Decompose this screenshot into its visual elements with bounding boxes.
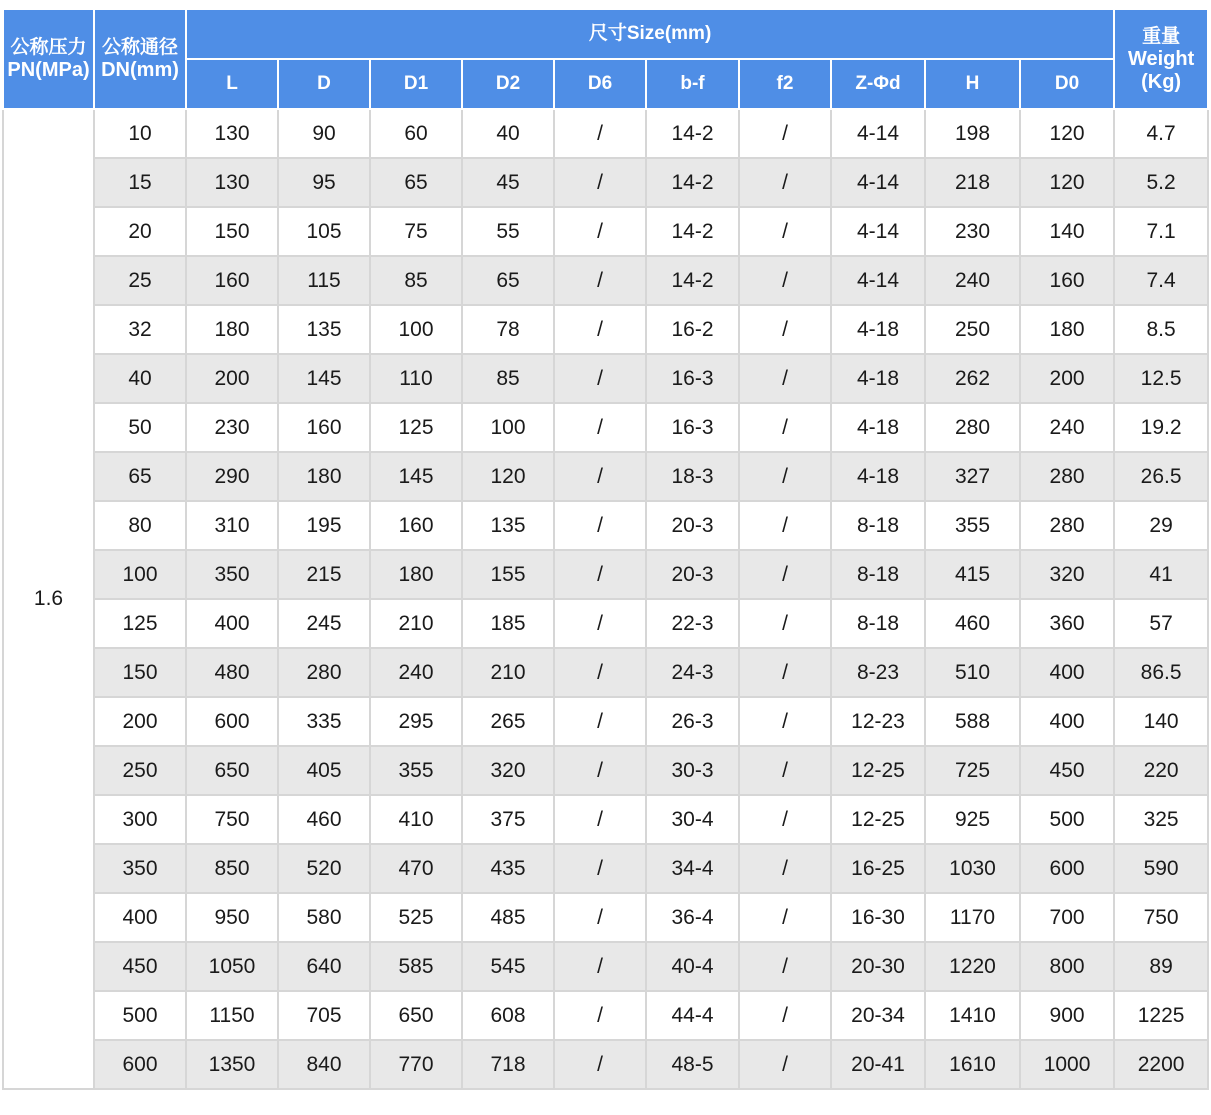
table-cell: / [554,795,646,844]
table-cell: 32 [94,305,186,354]
table-cell: / [739,844,831,893]
table-cell: 12-25 [831,795,925,844]
table-cell: 400 [186,599,278,648]
table-row [3,942,1208,991]
table-cell: 4-18 [831,305,925,354]
table-cell: 20-34 [831,991,925,1040]
table-row [3,501,1208,550]
table-cell: 120 [462,452,554,501]
table-cell: 335 [278,697,370,746]
table-cell: 160 [278,403,370,452]
header-weight [1114,9,1208,109]
table-cell: 185 [462,599,554,648]
table-cell: 600 [1020,844,1114,893]
table-cell: 160 [186,256,278,305]
table-cell: 100 [370,305,462,354]
table-cell: 89 [1114,942,1208,991]
spec-table [2,8,1209,1090]
table-cell: 198 [925,109,1020,158]
table-cell: 57 [1114,599,1208,648]
table-cell: 65 [370,158,462,207]
table-cell: 100 [462,403,554,452]
table-cell: 30-3 [646,746,739,795]
table-cell: 10 [94,109,186,158]
table-cell: 65 [462,256,554,305]
table-cell: 26.5 [1114,452,1208,501]
table-cell: 925 [925,795,1020,844]
table-row [3,893,1208,942]
table-cell: / [554,893,646,942]
header-col-l: L [186,59,278,109]
header-col-d0: D0 [1020,59,1114,109]
table-cell: 60 [370,109,462,158]
table-cell: 600 [94,1040,186,1089]
table-cell: 240 [370,648,462,697]
table-cell: 25 [94,256,186,305]
table-cell: 14-2 [646,256,739,305]
table-cell: 16-3 [646,354,739,403]
table-cell: / [554,452,646,501]
table-body [3,109,1208,1089]
header-col-d2: D2 [462,59,554,109]
table-cell: / [554,1040,646,1089]
table-cell: / [554,305,646,354]
table-cell: 750 [186,795,278,844]
table-cell: 4-14 [831,256,925,305]
table-cell: / [739,109,831,158]
table-cell: 608 [462,991,554,1040]
table-cell: / [554,109,646,158]
table-cell: / [739,354,831,403]
table-cell: / [739,550,831,599]
table-row [3,648,1208,697]
table-cell: 140 [1114,697,1208,746]
table-cell: 22-3 [646,599,739,648]
table-cell: 500 [1020,795,1114,844]
table-cell: 1000 [1020,1040,1114,1089]
header-pn [3,9,94,109]
table-cell: 600 [186,697,278,746]
table-cell: 410 [370,795,462,844]
table-cell: 4-14 [831,109,925,158]
header-pn-zh: 公称压力 [10,37,87,58]
table-cell: 1225 [1114,991,1208,1040]
table-cell: 18-3 [646,452,739,501]
table-cell: 200 [186,354,278,403]
table-cell: 30-4 [646,795,739,844]
table-cell: 405 [278,746,370,795]
table-cell: / [739,452,831,501]
table-cell: 640 [278,942,370,991]
table-cell: 1050 [186,942,278,991]
table-cell: 180 [370,550,462,599]
table-cell: 95 [278,158,370,207]
table-row [3,1040,1208,1089]
table-cell: / [554,550,646,599]
table-cell: / [739,942,831,991]
table-cell: 415 [925,550,1020,599]
table-cell: 16-2 [646,305,739,354]
table-cell: 220 [1114,746,1208,795]
table-cell: 15 [94,158,186,207]
table-cell: 280 [1020,452,1114,501]
table-cell: 510 [925,648,1020,697]
table-cell: 375 [462,795,554,844]
table-cell: 48-5 [646,1040,739,1089]
table-cell: 460 [925,599,1020,648]
table-cell: 180 [186,305,278,354]
table-cell: / [739,158,831,207]
table-cell: 4-14 [831,158,925,207]
table-cell: 588 [925,697,1020,746]
table-cell: 125 [370,403,462,452]
table-cell: 218 [925,158,1020,207]
table-cell: / [554,942,646,991]
table-cell: 80 [94,501,186,550]
table-cell: 360 [1020,599,1114,648]
table-cell: 20-3 [646,550,739,599]
table-cell: 20-41 [831,1040,925,1089]
table-cell: 900 [1020,991,1114,1040]
table-cell: 19.2 [1114,403,1208,452]
table-row [3,746,1208,795]
table-cell: 650 [370,991,462,1040]
table-cell: 770 [370,1040,462,1089]
table-cell: 40-4 [646,942,739,991]
table-cell: 250 [94,746,186,795]
table-cell: 44-4 [646,991,739,1040]
table-cell: 320 [462,746,554,795]
table-cell: / [739,599,831,648]
table-cell: 180 [278,452,370,501]
table-cell: 1030 [925,844,1020,893]
table-cell: 200 [94,697,186,746]
table-cell: 850 [186,844,278,893]
table-cell: / [554,991,646,1040]
header-col-d1: D1 [370,59,462,109]
table-cell: 1170 [925,893,1020,942]
header-weight-unit: (Kg) [1141,70,1182,93]
table-cell: 240 [1020,403,1114,452]
table-cell: 460 [278,795,370,844]
table-cell: 8-18 [831,599,925,648]
table-cell: 130 [186,109,278,158]
table-cell: / [739,501,831,550]
table-cell: 85 [462,354,554,403]
table-cell: 115 [278,256,370,305]
table-cell: 750 [1114,893,1208,942]
table-cell: / [739,893,831,942]
table-cell: 280 [278,648,370,697]
header-col-bf: b-f [646,59,739,109]
table-cell: 295 [370,697,462,746]
table-header [3,9,1208,109]
table-cell: / [554,256,646,305]
table-cell: 485 [462,893,554,942]
table-cell: 400 [1020,697,1114,746]
table-row [3,550,1208,599]
table-row [3,256,1208,305]
table-row [3,844,1208,893]
table-cell: 36-4 [646,893,739,942]
table-cell: 135 [462,501,554,550]
table-cell: 195 [278,501,370,550]
table-cell: / [554,501,646,550]
table-cell: 215 [278,550,370,599]
table-cell: 4.7 [1114,109,1208,158]
table-cell: 8-18 [831,550,925,599]
table-cell: 40 [462,109,554,158]
table-cell: 55 [462,207,554,256]
table-cell: 200 [1020,354,1114,403]
table-cell: / [739,207,831,256]
table-cell: 320 [1020,550,1114,599]
table-cell: 41 [1114,550,1208,599]
table-row [3,697,1208,746]
table-cell: 40 [94,354,186,403]
table-cell: 4-18 [831,452,925,501]
table-cell: 7.1 [1114,207,1208,256]
table-cell: 470 [370,844,462,893]
table-cell: 16-30 [831,893,925,942]
table-cell: 86.5 [1114,648,1208,697]
table-row [3,207,1208,256]
table-cell: 265 [462,697,554,746]
table-cell: 8.5 [1114,305,1208,354]
table-cell: 718 [462,1040,554,1089]
table-cell: 280 [1020,501,1114,550]
table-cell: / [554,648,646,697]
table-cell: 50 [94,403,186,452]
table-cell: 75 [370,207,462,256]
table-cell: / [554,599,646,648]
table-cell: 160 [370,501,462,550]
table-cell: 400 [1020,648,1114,697]
table-cell: 350 [94,844,186,893]
table-cell: 160 [1020,256,1114,305]
table-cell: 450 [1020,746,1114,795]
table-cell: 8-23 [831,648,925,697]
table-cell: 105 [278,207,370,256]
table-cell: 300 [94,795,186,844]
table-cell: 400 [94,893,186,942]
table-cell: 250 [925,305,1020,354]
table-cell: 1220 [925,942,1020,991]
table-cell: 4-14 [831,207,925,256]
table-cell: 150 [94,648,186,697]
table-cell: 525 [370,893,462,942]
table-cell: 155 [462,550,554,599]
table-cell: 520 [278,844,370,893]
table-cell: 210 [370,599,462,648]
table-cell: 135 [278,305,370,354]
table-cell: 1350 [186,1040,278,1089]
table-cell: 355 [370,746,462,795]
table-cell: 24-3 [646,648,739,697]
table-cell: 585 [370,942,462,991]
header-dn-zh: 公称通径 [101,37,178,58]
table-cell: 580 [278,893,370,942]
table-cell: 14-2 [646,158,739,207]
table-cell: / [739,746,831,795]
table-cell: 290 [186,452,278,501]
table-cell: 545 [462,942,554,991]
pressure-cell: 1.6 [3,109,94,1089]
table-cell: 480 [186,648,278,697]
table-cell: / [739,403,831,452]
table-cell: / [739,697,831,746]
table-cell: 45 [462,158,554,207]
table-cell: 800 [1020,942,1114,991]
table-row [3,452,1208,501]
table-cell: 1410 [925,991,1020,1040]
table-row [3,991,1208,1040]
table-cell: 1150 [186,991,278,1040]
table-cell: 130 [186,158,278,207]
table-cell: 4-18 [831,354,925,403]
table-cell: 725 [925,746,1020,795]
table-cell: / [554,207,646,256]
header-col-zd: Z-Φd [831,59,925,109]
table-cell: 705 [278,991,370,1040]
table-cell: 29 [1114,501,1208,550]
table-cell: 950 [186,893,278,942]
table-cell: 120 [1020,158,1114,207]
table-cell: 2200 [1114,1040,1208,1089]
header-col-f2: f2 [739,59,831,109]
table-cell: 20-3 [646,501,739,550]
header-dn-en: DN(mm) [101,59,179,81]
table-cell: 120 [1020,109,1114,158]
table-cell: 435 [462,844,554,893]
table-cell: / [739,991,831,1040]
table-cell: 90 [278,109,370,158]
table-cell: 650 [186,746,278,795]
table-cell: 840 [278,1040,370,1089]
table-cell: 500 [94,991,186,1040]
table-cell: 145 [278,354,370,403]
table-cell: 78 [462,305,554,354]
table-cell: / [739,256,831,305]
table-cell: 230 [925,207,1020,256]
table-cell: 327 [925,452,1020,501]
table-cell: 4-18 [831,403,925,452]
table-cell: / [554,354,646,403]
table-row [3,354,1208,403]
table-cell: / [739,795,831,844]
table-cell: 12.5 [1114,354,1208,403]
table-cell: 110 [370,354,462,403]
table-cell: 12-25 [831,746,925,795]
table-cell: 16-25 [831,844,925,893]
table-cell: 145 [370,452,462,501]
header-pn-en: PN(MPa) [7,59,90,81]
table-cell: 240 [925,256,1020,305]
table-cell: 210 [462,648,554,697]
header-col-h: H [925,59,1020,109]
table-cell: 12-23 [831,697,925,746]
table-cell: / [554,697,646,746]
table-cell: 85 [370,256,462,305]
table-cell: 262 [925,354,1020,403]
table-cell: / [739,305,831,354]
table-cell: 310 [186,501,278,550]
table-cell: 26-3 [646,697,739,746]
table-cell: 450 [94,942,186,991]
table-cell: 5.2 [1114,158,1208,207]
table-cell: 140 [1020,207,1114,256]
table-cell: 34-4 [646,844,739,893]
header-dn [94,9,186,109]
table-cell: 14-2 [646,109,739,158]
table-cell: / [554,158,646,207]
table-cell: 20-30 [831,942,925,991]
table-cell: / [739,648,831,697]
header-col-d: D [278,59,370,109]
table-cell: 350 [186,550,278,599]
table-cell: 590 [1114,844,1208,893]
table-cell: 14-2 [646,207,739,256]
table-row [3,305,1208,354]
table-cell: 1610 [925,1040,1020,1089]
table-cell: 180 [1020,305,1114,354]
header-weight-zh: 重量 [1142,25,1181,47]
table-cell: 65 [94,452,186,501]
table-cell: 8-18 [831,501,925,550]
table-cell: 355 [925,501,1020,550]
table-cell: / [739,1040,831,1089]
table-cell: 150 [186,207,278,256]
table-cell: 245 [278,599,370,648]
table-cell: / [554,403,646,452]
table-cell: / [554,746,646,795]
table-cell: 100 [94,550,186,599]
header-weight-en: Weight [1127,47,1195,70]
table-cell: 700 [1020,893,1114,942]
table-row [3,109,1208,158]
table-cell: 280 [925,403,1020,452]
table-row [3,403,1208,452]
table-cell: 230 [186,403,278,452]
header-col-d6: D6 [554,59,646,109]
table-cell: 7.4 [1114,256,1208,305]
table-cell: 325 [1114,795,1208,844]
table-row [3,795,1208,844]
table-cell: / [554,844,646,893]
table-cell: 16-3 [646,403,739,452]
table-cell: 20 [94,207,186,256]
table-cell: 125 [94,599,186,648]
table-row [3,158,1208,207]
header-size-group: 尺寸Size(mm) [186,9,1114,59]
table-row [3,599,1208,648]
